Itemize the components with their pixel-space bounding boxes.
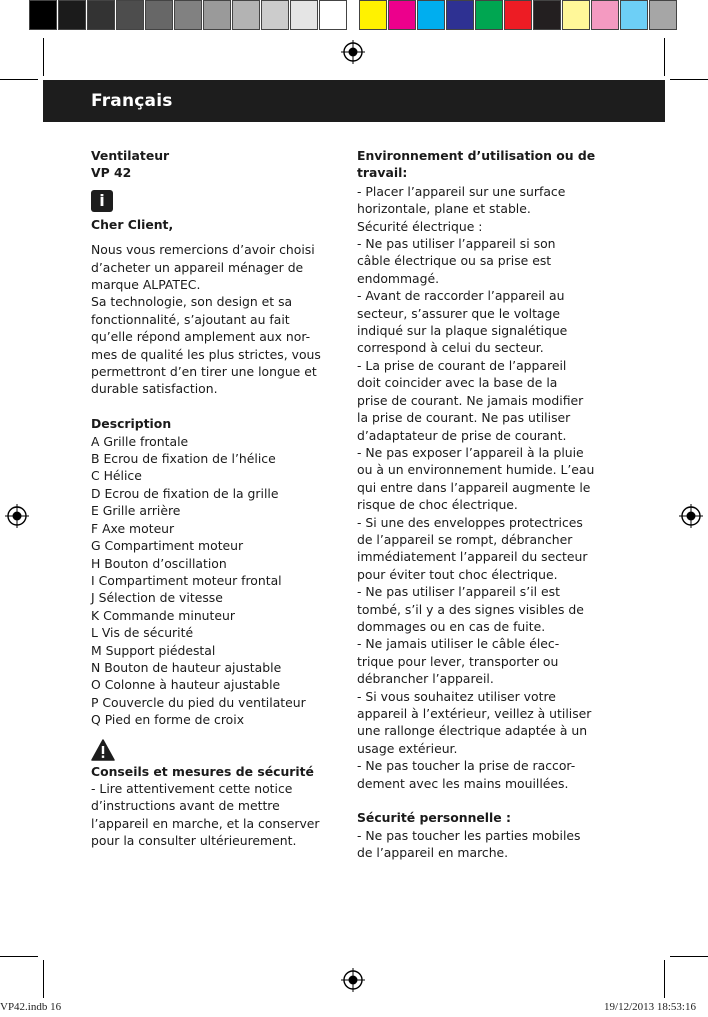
text-line: dommages ou en cas de fuite.	[357, 618, 546, 634]
text-line: O Colonne à hauteur ajustable	[91, 677, 281, 693]
color-swatch	[475, 0, 503, 30]
crop-mark	[664, 38, 665, 76]
description-list	[91, 433, 336, 729]
text-line: immédiatement l’appareil du secteur	[357, 549, 588, 565]
text-line: M Support piédestal	[91, 642, 216, 658]
text-line: dement avec les mains mouillées.	[357, 775, 569, 791]
crop-mark	[0, 79, 38, 80]
text-line: de l’appareil se rompt, débrancher	[357, 531, 573, 547]
crop-mark	[670, 956, 708, 957]
text-line: - Ne pas utiliser l’appareil s’il est	[357, 584, 560, 600]
text-line: K Commande minuteur	[91, 607, 235, 623]
crop-mark	[43, 38, 44, 76]
gray-swatch	[203, 0, 231, 30]
safety-heading: Conseils et mesures de sécurité	[91, 763, 314, 779]
text-line: pour éviter tout choc électrique.	[357, 566, 558, 582]
gray-swatch	[29, 0, 57, 30]
registration-mark-icon	[341, 40, 365, 64]
info-icon: i	[91, 190, 113, 212]
gray-swatch	[290, 0, 318, 30]
file-slug: VP42.indb 16	[0, 1001, 62, 1013]
text-line: B Ecrou de fixation de l’hélice	[91, 451, 276, 467]
text-line: d’instructions avant de mettre	[91, 798, 280, 814]
product-name: Ventilateur	[91, 148, 170, 163]
color-swatch	[591, 0, 619, 30]
text-line: horizontale, plane et stable.	[357, 201, 531, 217]
gray-swatch	[116, 0, 144, 30]
color-swatch	[417, 0, 445, 30]
text-line: - Si une des enveloppes protectrices	[357, 514, 583, 530]
text-line: - Ne pas utiliser l’appareil si son	[357, 236, 556, 252]
text-line: - La prise de courant de l’appareil	[357, 357, 567, 373]
text-line: endommagé.	[357, 270, 440, 286]
text-line: Nous vous remercions d’avoir choisi	[91, 242, 315, 258]
text-line: ou à un environnement humide. L’eau	[357, 462, 595, 478]
safety-paragraph	[91, 780, 336, 850]
right-column	[357, 147, 605, 862]
environment-heading: Environnement d’utilisation ou de	[357, 148, 596, 163]
text-line: I Compartiment moteur frontal	[91, 572, 282, 588]
gray-swatch	[87, 0, 115, 30]
text-line: - Si vous souhaitez utiliser votre	[357, 688, 556, 704]
greeting: Cher Client,	[91, 216, 174, 232]
text-line: appareil à l’extérieur, veillez à utiliser	[357, 706, 592, 721]
color-swatch	[562, 0, 590, 30]
text-line: H Bouton d’oscillation	[91, 555, 227, 571]
crop-mark	[670, 79, 708, 80]
personal-safety-paragraph	[357, 827, 605, 862]
text-line: Sa technologie, son design et sa	[91, 294, 293, 310]
text-line: - Ne pas toucher les parties mobiles	[357, 827, 581, 843]
text-line: F Axe moteur	[91, 520, 175, 536]
text-line: E Grille arrière	[91, 503, 181, 519]
text-line: une rallonge électrique adaptée à un	[357, 723, 588, 739]
crop-mark	[43, 960, 44, 998]
environment-paragraph	[357, 183, 605, 792]
description-heading: Description	[91, 416, 172, 432]
registration-mark-icon	[5, 504, 29, 528]
gray-swatch	[261, 0, 289, 30]
text-line: Sécurité électrique :	[357, 218, 483, 234]
text-line: fonctionnalité, s’ajoutant au fait	[91, 311, 290, 327]
text-line: la prise de courant. Ne pas utiliser	[357, 410, 571, 426]
text-line: prise de courant. Ne jamais modifier	[357, 392, 584, 408]
language-header	[43, 80, 665, 122]
text-line: - Ne pas toucher la prise de raccor-	[357, 758, 576, 774]
gray-swatch	[319, 0, 347, 30]
text-line: durable satisfaction.	[91, 381, 218, 397]
text-line: trique pour lever, transporter ou	[357, 653, 559, 669]
text-line: C Hélice	[91, 468, 142, 484]
text-line: indiqué sur la plaque signalétique	[357, 323, 568, 339]
print-timestamp: 19/12/2013 18:53:16	[604, 1001, 696, 1013]
text-line: marque ALPATEC.	[91, 277, 201, 293]
registration-mark-icon	[341, 968, 365, 992]
text-line: débrancher l’appareil.	[357, 671, 494, 687]
text-line: J Sélection de vitesse	[91, 590, 223, 606]
gray-swatch	[174, 0, 202, 30]
text-line: correspond à celui du secteur.	[357, 340, 544, 356]
text-line: A Grille frontale	[91, 433, 189, 449]
registration-mark-icon	[679, 504, 703, 528]
gray-swatch	[145, 0, 173, 30]
text-line: de l’appareil en marche.	[357, 845, 509, 861]
text-line: d’adaptateur de prise de courant.	[357, 427, 567, 443]
language-title: Français	[91, 91, 173, 111]
text-line: secteur, s’assurer que le voltage	[357, 305, 561, 321]
text-line: usage extérieur.	[357, 740, 458, 756]
color-swatch	[620, 0, 648, 30]
text-line: risque de choc électrique.	[357, 497, 518, 513]
color-swatch	[446, 0, 474, 30]
warning-icon	[91, 739, 115, 761]
text-line: - Ne pas exposer l’appareil à la pluie	[357, 444, 584, 460]
text-line: qui entre dans l’appareil augmente le	[357, 479, 591, 495]
product-model: VP 42	[91, 165, 132, 181]
color-swatch	[359, 0, 387, 30]
text-line: câble électrique ou sa prise est	[357, 253, 552, 269]
crop-mark	[0, 956, 38, 957]
text-line: tombé, s’il y a des signes visibles de	[357, 601, 584, 617]
text-line: - Ne jamais utiliser le câble élec-	[357, 636, 560, 652]
text-line: - Placer l’appareil sur une surface	[357, 183, 566, 199]
text-line: N Bouton de hauteur ajustable	[91, 659, 282, 675]
color-swatch	[533, 0, 561, 30]
text-line: P Couvercle du pied du ventilateur	[91, 694, 306, 710]
color-swatch	[649, 0, 677, 30]
intro-paragraph	[91, 241, 336, 398]
text-line: - Lire attentivement cette notice	[91, 780, 293, 796]
text-line: - Avant de raccorder l’appareil au	[357, 288, 565, 304]
text-line: G Compartiment moteur	[91, 538, 244, 554]
text-line: l’appareil en marche, et la conserver	[91, 815, 320, 831]
gray-swatch	[232, 0, 260, 30]
text-line: Q Pied en forme de croix	[91, 712, 245, 728]
text-line: mes de qualité les plus strictes, vous	[91, 346, 321, 362]
environment-heading-cont: travail:	[357, 165, 408, 181]
text-line: doit coincider avec la base de la	[357, 375, 558, 391]
personal-safety-heading: Sécurité personnelle :	[357, 810, 511, 826]
crop-mark	[664, 960, 665, 998]
text-line: L Vis de sécurité	[91, 625, 194, 641]
text-line: permettront d’en tirer une longue et	[91, 364, 317, 380]
text-line: D Ecrou de fixation de la grille	[91, 485, 279, 501]
text-line: d’acheter un appareil ménager de	[91, 259, 304, 275]
text-line: pour la consulter ultérieurement.	[91, 833, 297, 849]
color-swatch	[388, 0, 416, 30]
color-swatch	[504, 0, 532, 30]
text-line: qu’elle répond amplement aux nor-	[91, 329, 311, 345]
left-column	[91, 147, 336, 850]
gray-swatch	[58, 0, 86, 30]
